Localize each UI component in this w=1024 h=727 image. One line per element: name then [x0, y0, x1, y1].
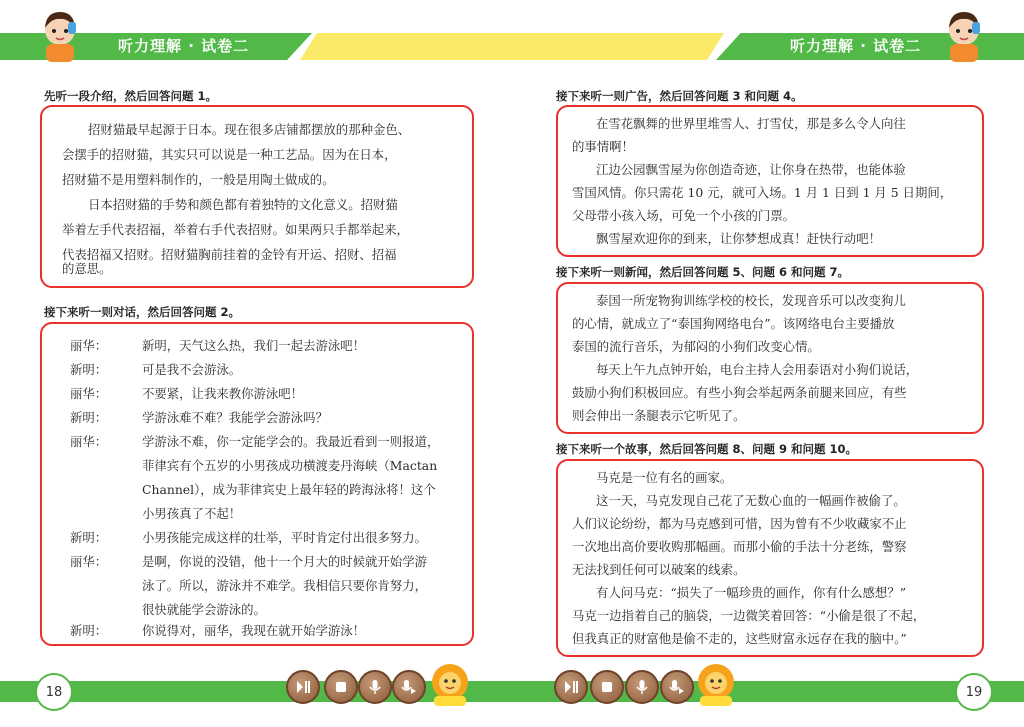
stop-button[interactable] — [324, 670, 358, 704]
paragraph-line: 马克是一位有名的画家。 — [596, 470, 733, 485]
paragraph-line: 招财猫最早起源于日本。现在很多店铺都摆放的那种金色、 — [88, 122, 411, 137]
speaker-label: 丽华： — [70, 554, 108, 569]
paragraph-line: 雪国风情。你只需花 10 元，就可入场。1 月 1 日到 1 月 5 日期间， — [572, 185, 953, 200]
speaker-label: 新明： — [70, 530, 108, 545]
paragraph-line: 会摆手的招财猫，其实只可以说是一种工艺品。因为在日本， — [62, 147, 397, 162]
paragraph-line: 无法找到任何可以破案的线索。 — [572, 562, 746, 577]
paragraph-line: 每天上午九点钟开始，电台主持人会用泰语对小狗们说话， — [596, 362, 919, 377]
paragraph-line: 有人问马克：“损失了一幅珍贵的画作，你有什么感想？” — [596, 585, 907, 600]
microphone-play-icon — [668, 678, 686, 696]
section-1-lead: 先听一段介绍，然后回答问题 1。 — [44, 89, 218, 103]
dialogue-line: Channel），成为菲律宾史上最年轻的跨海泳将！这个 — [142, 482, 436, 497]
header-title-right: 听力理解 · 试卷二 — [790, 37, 922, 55]
paragraph-line: 父母带小孩入场，可免一个小孩的门票。 — [572, 208, 796, 223]
paragraph-line: 泰国一所宠物狗训练学校的校长，发现音乐可以改变狗儿 — [596, 293, 906, 308]
paragraph-line: 人们议论纷纷，都为马克感到可惜，因为曾有不少收藏家不止 — [572, 516, 907, 531]
paragraph-line: 马克一边指着自己的脑袋，一边微笑着回答：“小偷是很了不起， — [572, 608, 926, 623]
dialogue-line: 新明，天气这么热，我们一起去游泳吧！ — [142, 338, 366, 353]
paragraph-line: 招财猫不是用塑料制作的，一般是用陶土做成的。 — [62, 172, 335, 187]
speaker-label: 丽华： — [70, 386, 108, 401]
record-button[interactable] — [625, 670, 659, 704]
play-pause-button[interactable] — [554, 670, 588, 704]
paragraph-line: 飘雪屋欢迎你的到来，让你梦想成真！赶快行动吧！ — [596, 231, 881, 246]
dialogue-line: 很快就能学会游泳的。 — [142, 602, 266, 617]
paragraph-line: 一次地出高价要收购那幅画。而那小偷的手法十分老练，警察 — [572, 539, 907, 554]
dialogue-line: 学游泳难不难？我能学会游泳吗？ — [142, 410, 328, 425]
microphone-icon — [633, 678, 651, 696]
section-3-lead: 接下来听一则广告，然后回答问题 3 和问题 4。 — [556, 89, 803, 103]
dialogue-line: 是啊，你说的没错，他十一个月大的时候就开始学游 — [142, 554, 427, 569]
paragraph-line: 的意思。 — [62, 261, 112, 276]
paragraph-line: 日本招财猫的手势和颜色都有着独特的文化意义。招财猫 — [88, 197, 398, 212]
student-mascot-icon — [38, 8, 82, 64]
student-mascot-icon — [942, 8, 986, 64]
lion-mascot-icon — [428, 662, 472, 708]
stop-button[interactable] — [590, 670, 624, 704]
footer-bar — [0, 681, 1024, 702]
dialogue — [70, 333, 465, 643]
dialogue-line: 可是我不会游泳。 — [142, 362, 242, 377]
paragraph-line: 的事情啊！ — [572, 139, 634, 154]
paragraph-line: 则会伸出一条腿表示它听见了。 — [572, 408, 746, 423]
stop-icon — [332, 678, 350, 696]
dialogue-line: 菲律宾有个五岁的小男孩成功横渡麦丹海峡（Mactan — [142, 458, 438, 473]
speaker-label: 新明： — [70, 410, 108, 425]
record-button[interactable] — [358, 670, 392, 704]
speaker-label: 新明： — [70, 362, 108, 377]
microphone-icon — [366, 678, 384, 696]
dialogue-line: 小男孩能完成这样的壮举，平时肯定付出很多努力。 — [142, 530, 427, 545]
dialogue-line: 学游泳不难，你一定能学会的。我最近看到一则报道， — [142, 434, 440, 449]
header-title-left: 听力理解 · 试卷二 — [118, 37, 250, 55]
paragraph-line: 江边公园飘雪屋为你创造奇迹，让你身在热带，也能体验 — [596, 162, 906, 177]
paragraph-line: 代表招福又招财。招财猫胸前挂着的金铃有开运、招财、招福 — [62, 247, 397, 262]
section-2-lead: 接下来听一则对话，然后回答问题 2。 — [44, 305, 241, 319]
dialogue-line: 小男孩真了不起！ — [142, 506, 242, 521]
microphone-play-icon — [400, 678, 418, 696]
speaker-label: 丽华： — [70, 434, 108, 449]
paragraph-line: 的心情，就成立了“泰国狗网络电台”。该网络电台主要播放 — [572, 316, 895, 331]
page-number-left: 18 — [35, 673, 73, 711]
stop-icon — [598, 678, 616, 696]
paragraph-line: 举着左手代表招福，举着右手代表招财。如果两只手都举起来， — [62, 222, 409, 237]
header-bar-center — [300, 33, 724, 60]
paragraph-line: 泰国的流行音乐，为郁闷的小狗们改变心情。 — [572, 339, 820, 354]
paragraph-line: 这一天，马克发现自己花了无数心血的一幅画作被偷了。 — [596, 493, 906, 508]
playback-recording-button[interactable] — [392, 670, 426, 704]
play-pause-icon — [562, 678, 580, 696]
speaker-label: 丽华： — [70, 338, 108, 353]
play-pause-icon — [294, 678, 312, 696]
paragraph-line: 鼓励小狗们积极回应。有些小狗会举起两条前腿来回应，有些 — [572, 385, 907, 400]
playback-recording-button[interactable] — [660, 670, 694, 704]
lion-mascot-icon — [694, 662, 738, 708]
section-4-lead: 接下来听一则新闻，然后回答问题 5、问题 6 和问题 7。 — [556, 265, 850, 279]
speaker-label: 新明： — [70, 623, 108, 638]
section-5-lead: 接下来听一个故事，然后回答问题 8、问题 9 和问题 10。 — [556, 442, 858, 456]
paragraph-line: 但我真正的财富他是偷不走的，这些财富永远存在我的脑中。” — [572, 631, 907, 646]
dialogue-line: 泳了。所以，游泳并不难学。我相信只要你肯努力， — [142, 578, 427, 593]
dialogue-line: 你说得对，丽华，我现在就开始学游泳！ — [142, 623, 366, 638]
play-pause-button[interactable] — [286, 670, 320, 704]
dialogue-line: 不要紧，让我来教你游泳吧！ — [142, 386, 304, 401]
paragraph-line: 在雪花飘舞的世界里堆雪人、打雪仗，那是多么令人向往 — [596, 116, 906, 131]
page-number-right: 19 — [955, 673, 993, 711]
